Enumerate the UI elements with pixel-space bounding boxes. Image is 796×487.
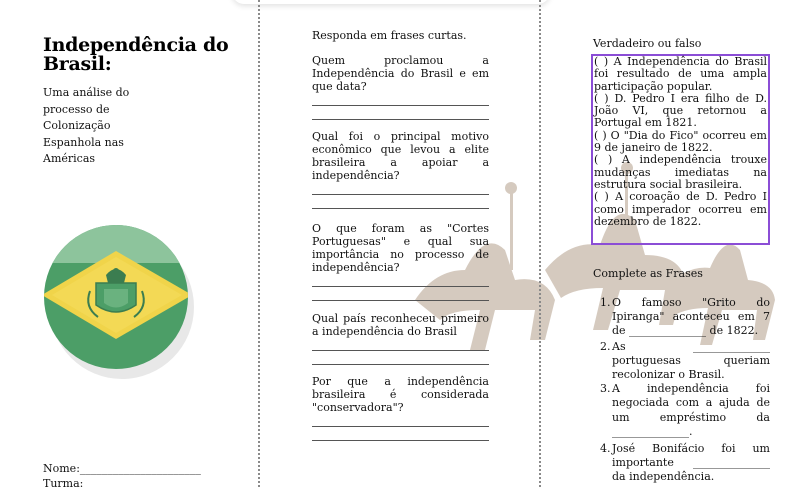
true-false-item: ( ) A coroação de D. Pedro I como imperador ocorreu em dezembro de 1822.	[594, 190, 767, 228]
item-text: José Bonifácio foi um importante ______________ da independência.	[612, 442, 770, 484]
list-item	[600, 296, 770, 339]
class-field-label: Turma:	[43, 477, 84, 487]
list-item	[600, 340, 770, 383]
item-number: 4.	[600, 442, 611, 456]
question-text: Por que a independência brasileira é considerada "conservadora"?	[312, 375, 489, 414]
list-item	[600, 442, 770, 485]
true-false-box	[591, 54, 770, 245]
answer-line[interactable]	[312, 208, 489, 209]
brochure-subtitle: Uma análise do processo de Colonização Espanhola nas Américas	[43, 86, 130, 165]
answer-line[interactable]	[312, 105, 489, 106]
question-block-3	[312, 222, 489, 301]
list-item	[600, 382, 770, 439]
question-text: Qual país reconheceu primeiro a independência do Brasil	[312, 312, 489, 338]
complete-sentences-list	[600, 296, 770, 485]
question-text: Qual foi o principal motivo econômico que levou a elite brasileira a apoiar a independência?	[312, 130, 489, 182]
fold-line-1	[258, 0, 260, 487]
top-tab	[232, 0, 550, 4]
answer-line[interactable]	[312, 300, 489, 301]
item-text: A independência foi negociada com a ajuda de um empréstimo da ______________.	[612, 382, 770, 438]
answer-line[interactable]	[312, 194, 489, 195]
answer-line[interactable]	[312, 364, 489, 365]
question-block-4	[312, 312, 489, 365]
name-field-label: Nome:______________________	[43, 462, 201, 475]
true-false-heading: Verdadeiro ou falso	[593, 37, 702, 50]
question-block-1	[312, 54, 489, 120]
item-number: 2.	[600, 339, 611, 353]
question-text: Quem proclamou a Independência do Brasil e em que data?	[312, 54, 489, 93]
true-false-item: ( ) A independência trouxe mudanças imediatas na estrutura social brasileira.	[594, 153, 767, 191]
true-false-item: ( ) O "Dia do Fico" ocorreu em 9 de janeiro de 1822.	[594, 128, 767, 155]
answer-line[interactable]	[312, 426, 489, 427]
answer-line[interactable]	[312, 119, 489, 120]
answer-line[interactable]	[312, 286, 489, 287]
question-text: O que foram as "Cortes Portuguesas" e qual sua importância no processo de independência?	[312, 222, 489, 274]
questions-instructions: Responda em frases curtas.	[312, 29, 467, 42]
answer-line[interactable]	[312, 440, 489, 441]
brazil-empire-flag-icon	[42, 223, 194, 381]
item-number: 1.	[600, 296, 611, 309]
item-number: 3.	[600, 382, 611, 396]
true-false-item: ( ) A Independência do Brasil foi resultado de uma ampla participação popular.	[594, 55, 767, 93]
item-text: O famoso "Grito do Ipiranga" aconteceu em 7 de ______________ de 1822.	[612, 296, 770, 338]
item-text: As ______________ portuguesas queriam recolonizar o Brasil.	[612, 339, 770, 382]
true-false-item: ( ) D. Pedro I era filho de D. João VI, que retornou a Portugal em 1821.	[594, 91, 767, 130]
fold-line-2	[539, 0, 541, 487]
complete-sentences-heading: Complete as Frases	[593, 267, 703, 280]
question-block-5	[312, 375, 489, 441]
brochure-title: Independência do Brasil:	[43, 34, 229, 75]
question-block-2	[312, 130, 489, 209]
answer-line[interactable]	[312, 350, 489, 351]
